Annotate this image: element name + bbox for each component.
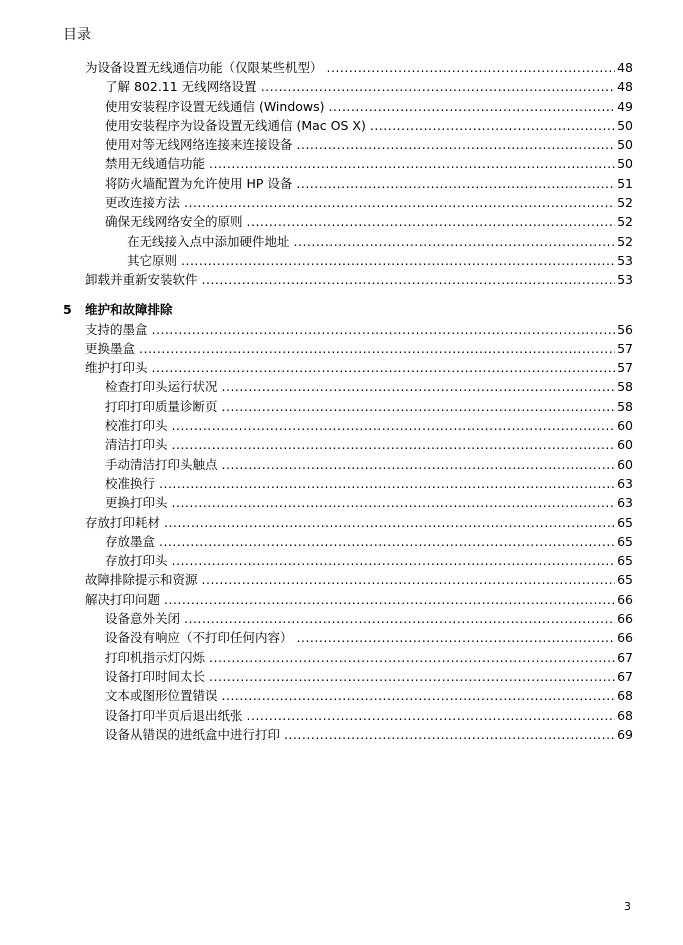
toc-entry-title: 故障排除提示和资源: [85, 572, 198, 588]
toc-entry[interactable]: [63, 116, 633, 135]
dot-leader: [152, 358, 616, 377]
toc-entry-title: 确保无线网络安全的原则: [105, 214, 243, 230]
toc-entry[interactable]: [63, 551, 633, 570]
toc-entry[interactable]: [63, 270, 633, 289]
dot-leader: [202, 570, 616, 589]
toc-entry-title: 支持的墨盒: [85, 321, 148, 337]
toc-entry-title: 使用对等无线网络连接来连接设备: [105, 137, 293, 153]
toc-entry[interactable]: [63, 154, 633, 173]
toc-entry-page: 49: [617, 98, 633, 114]
toc-entry-page: 50: [617, 117, 633, 133]
toc-entry-page: 67: [617, 668, 633, 684]
toc-entry[interactable]: [63, 532, 633, 551]
table-of-contents: [63, 58, 633, 744]
toc-entry-page: 53: [617, 272, 633, 288]
dot-leader: [370, 116, 615, 135]
toc-entry-title: 校准打印头: [105, 418, 168, 434]
dot-leader: [284, 725, 615, 744]
dot-leader: [297, 135, 616, 154]
toc-entry-page: 65: [617, 572, 633, 588]
toc-entry-title: 存放打印耗材: [85, 514, 161, 530]
toc-entry-title: 了解 802.11 无线网络设置: [105, 79, 257, 95]
toc-entry[interactable]: [63, 251, 633, 270]
toc-entry-title: 为设备设置无线通信功能（仅限某些机型）: [85, 60, 323, 75]
toc-entry-title: 检查打印头运行状况: [105, 379, 218, 395]
dot-leader: [261, 77, 615, 96]
toc-entry-title: 设备意外关闭: [105, 611, 181, 627]
dot-leader: [222, 455, 616, 474]
toc-section-wireless: [63, 58, 633, 290]
toc-entry-page: 67: [617, 649, 633, 665]
toc-entry-page: 53: [617, 252, 633, 268]
toc-entry-title: 存放打印头: [105, 553, 168, 569]
toc-entry[interactable]: [63, 493, 633, 512]
toc-entry-page: 57: [617, 340, 633, 356]
toc-entry-page: 48: [617, 79, 633, 95]
toc-entry-page: 52: [617, 214, 633, 230]
toc-entry-page: 58: [617, 398, 633, 414]
dot-leader: [164, 513, 615, 532]
dot-leader: [172, 493, 616, 512]
toc-entry-page: 68: [617, 707, 633, 723]
toc-entry-title: 将防火墙配置为允许使用 HP 设备: [105, 175, 293, 191]
dot-leader: [329, 97, 616, 116]
toc-entry-page: 51: [617, 175, 633, 191]
dot-leader: [222, 686, 616, 705]
toc-entry[interactable]: [63, 358, 633, 377]
toc-entry-page: 66: [617, 611, 633, 627]
toc-entry[interactable]: [63, 667, 633, 686]
toc-entry[interactable]: [63, 725, 633, 744]
toc-entry-page: 63: [617, 475, 633, 491]
toc-entry-page: 65: [617, 533, 633, 549]
dot-leader: [139, 339, 615, 358]
dot-leader: [172, 435, 616, 454]
toc-entry-page: 56: [617, 321, 633, 337]
toc-entry[interactable]: [63, 435, 633, 454]
dot-leader: [172, 551, 616, 570]
toc-entry-title: 使用安装程序为设备设置无线通信 (Mac OS X): [105, 117, 366, 133]
dot-leader: [247, 706, 616, 725]
toc-entry-page: 48: [617, 60, 633, 75]
toc-entry[interactable]: [63, 628, 633, 647]
toc-entry[interactable]: [63, 377, 633, 396]
dot-leader: [172, 416, 616, 435]
dot-leader: [209, 648, 615, 667]
toc-entry-page: 58: [617, 379, 633, 395]
toc-entry-page: 52: [617, 233, 633, 249]
toc-entry-title: 设备打印半页后退出纸张: [105, 707, 243, 723]
toc-entry[interactable]: [63, 97, 633, 116]
toc-entry-title: 手动清洁打印头触点: [105, 456, 218, 472]
toc-entry-title: 设备没有响应（不打印任何内容）: [105, 630, 293, 646]
toc-entry[interactable]: [63, 513, 633, 532]
dot-leader: [209, 154, 615, 173]
toc-entry[interactable]: [63, 77, 633, 96]
toc-entry-title: 卸载并重新安装软件: [85, 272, 198, 288]
toc-section-maintenance: [63, 320, 633, 745]
dot-leader: [209, 667, 615, 686]
dot-leader: [222, 377, 616, 396]
toc-entry-page: 52: [617, 195, 633, 211]
chapter-title: 维护和故障排除: [85, 301, 173, 317]
toc-entry-title: 清洁打印头: [105, 437, 168, 453]
toc-entry-title: 文本或图形位置错误: [105, 688, 218, 704]
toc-entry-page: 69: [617, 726, 633, 742]
dot-leader: [159, 532, 615, 551]
toc-entry[interactable]: [63, 609, 633, 628]
dot-leader: [222, 397, 616, 416]
dot-leader: [164, 590, 615, 609]
toc-entry-title: 禁用无线通信功能: [105, 156, 206, 172]
toc-entry-title: 其它原则: [127, 252, 178, 268]
toc-entry-title: 更换打印头: [105, 495, 168, 511]
toc-entry-page: 60: [617, 418, 633, 434]
toc-entry[interactable]: [63, 193, 633, 212]
toc-entry[interactable]: [63, 570, 633, 589]
toc-entry[interactable]: [63, 212, 633, 231]
toc-entry[interactable]: [63, 320, 633, 339]
toc-entry-page: 65: [617, 553, 633, 569]
toc-entry[interactable]: [63, 397, 633, 416]
dot-leader: [296, 174, 615, 193]
toc-entry-page: 57: [617, 360, 633, 376]
toc-entry[interactable]: [63, 135, 633, 154]
toc-entry[interactable]: [63, 706, 633, 725]
dot-leader: [184, 193, 615, 212]
toc-entry[interactable]: [63, 648, 633, 667]
toc-entry-page: 66: [617, 630, 633, 646]
toc-entry-title: 校准换行: [105, 475, 156, 491]
toc-entry-title: 设备从错误的进纸盒中进行打印: [105, 726, 281, 742]
toc-entry-title: 设备打印时间太长: [105, 668, 206, 684]
toc-entry-title: 更改连接方法: [105, 195, 181, 211]
dot-leader: [181, 251, 615, 270]
dot-leader: [294, 232, 616, 251]
dot-leader: [184, 609, 615, 628]
dot-leader: [327, 58, 616, 77]
toc-entry-title: 存放墨盒: [105, 533, 156, 549]
toc-entry-page: 60: [617, 437, 633, 453]
toc-entry-title: 打印打印质量诊断页: [105, 398, 218, 414]
toc-entry[interactable]: [63, 590, 633, 609]
toc-entry-title: 更换墨盒: [85, 340, 136, 356]
toc-entry-title: 在无线接入点中添加硬件地址: [127, 233, 290, 249]
toc-entry[interactable]: [63, 686, 633, 705]
toc-entry-page: 63: [617, 495, 633, 511]
toc-entry-page: 50: [617, 156, 633, 172]
toc-entry[interactable]: [63, 58, 633, 77]
toc-entry[interactable]: [63, 416, 633, 435]
dot-leader: [202, 270, 616, 289]
page-header-title: 目录: [63, 27, 91, 43]
dot-leader: [159, 474, 615, 493]
dot-leader: [152, 320, 616, 339]
page-number: 3: [624, 900, 631, 913]
toc-entry-page: 60: [617, 456, 633, 472]
toc-entry[interactable]: [63, 455, 633, 474]
toc-entry[interactable]: [63, 474, 633, 493]
toc-entry-title: 打印机指示灯闪烁: [105, 649, 206, 665]
toc-entry-page: 50: [617, 137, 633, 153]
toc-entry-title: 使用安装程序设置无线通信 (Windows): [105, 98, 325, 114]
dot-leader: [297, 628, 616, 647]
chapter-heading[interactable]: [63, 300, 633, 320]
toc-entry[interactable]: [63, 339, 633, 358]
toc-entry-page: 65: [617, 514, 633, 530]
dot-leader: [247, 212, 616, 231]
toc-entry-page: 66: [617, 591, 633, 607]
toc-entry[interactable]: [63, 174, 633, 193]
toc-entry-title: 维护打印头: [85, 360, 148, 376]
toc-entry-page: 68: [617, 688, 633, 704]
toc-entry-title: 解决打印问题: [85, 591, 161, 607]
toc-entry[interactable]: [63, 232, 633, 251]
chapter-number: 5: [63, 301, 72, 317]
